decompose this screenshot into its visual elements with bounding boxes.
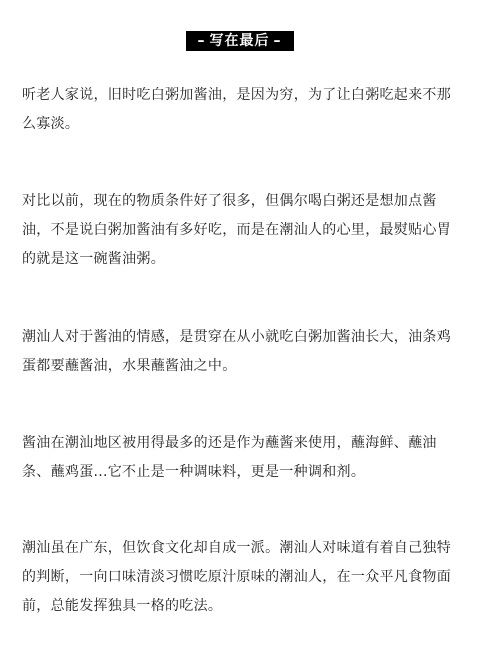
- paragraph-5: 潮汕虽在广东，但饮食文化却自成一派。潮汕人对味道有着自己独特的判断，一向口味清淡习惯吃原汁原味的潮汕人，在一众平凡食物面前，总能发挥独具一格的吃法。: [22, 540, 451, 614]
- paragraph-2: 对比以前，现在的物质条件好了很多，但偶尔喝白粥还是想加点酱油，不是说白粥加酱油有多好吃，而是在潮汕人的心里，最熨贴心胃的就是这一碗酱油粥。: [22, 193, 451, 267]
- section-title: 写在最后: [209, 33, 270, 49]
- paragraph-3: 潮汕人对于酱油的情感，是贯穿在从小就吃白粥加酱油长大，油条鸡蛋都要蘸酱油，水果蘸酱油之中。: [22, 329, 451, 374]
- paragraph-1: 听老人家说，旧时吃白粥加酱油，是因为穷，为了让白粥吃起来不那么寡淡。: [22, 87, 451, 132]
- section-title-badge: [186, 31, 294, 51]
- title-left-dash: –: [197, 33, 206, 49]
- paragraph-4: 酱油在潮汕地区被用得最多的还是作为蘸酱来使用，蘸海鲜、蘸油条、蘸鸡蛋...它不止是一种调味料，更是一种调和剂。: [22, 435, 437, 480]
- title-right-dash: –: [273, 33, 282, 49]
- section-title-wrap: [0, 30, 479, 51]
